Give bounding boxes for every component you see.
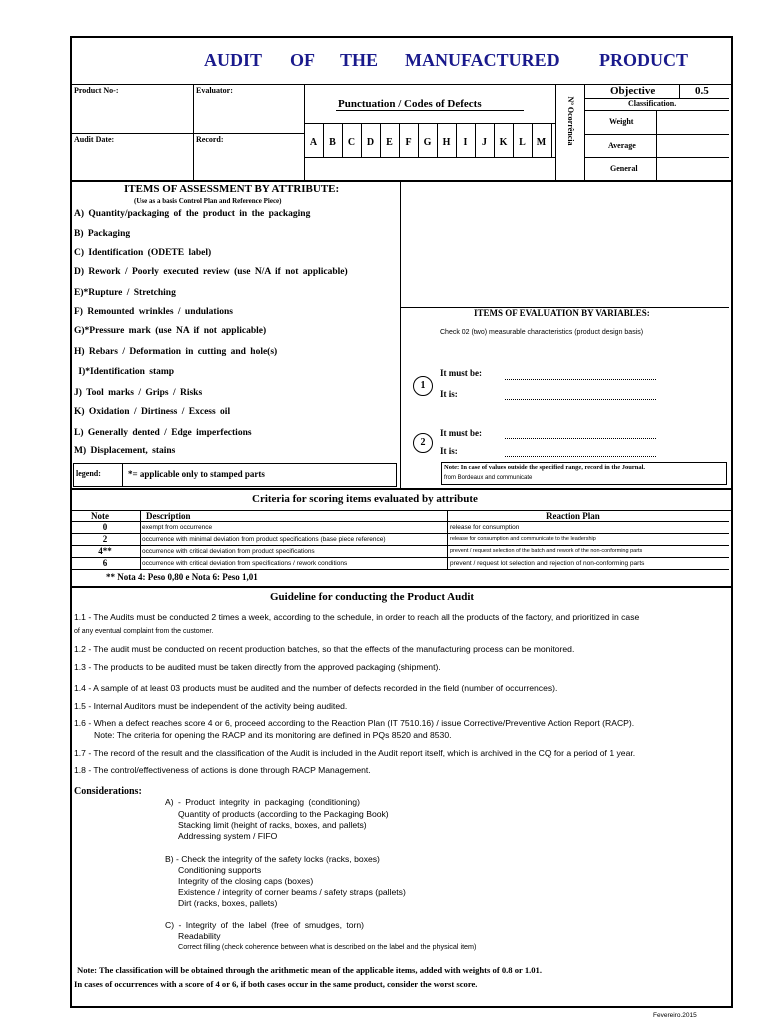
criteria-title: Criteria for scoring items evaluated by attribute xyxy=(252,493,478,505)
evaluator-field[interactable] xyxy=(195,96,303,132)
legend-label: legend: xyxy=(76,469,101,478)
guideline-line: 1.6 - When a defect reaches score 4 or 6, proceed according to the Reaction Plan (IT 7510.16) / issue Corrective/Preventive Action Report (RACP). xyxy=(74,718,635,728)
guideline-line: 1.5 - Internal Auditors must be independent of the activity being audited. xyxy=(74,701,348,711)
occurrence-label: Nº Ocorrência xyxy=(566,96,575,146)
guideline-line: 1.1 - The Audits must be conducted 2 times a week, according to the schedule, in order to reach all the products of the factory, and prioritized in case xyxy=(74,612,640,622)
criteria-reaction: release for consumption xyxy=(450,524,520,531)
code-j: J xyxy=(482,137,487,148)
code-e: E xyxy=(386,137,393,148)
criteria-description: occurrence with minimal deviation from product specifications (base piece reference) xyxy=(142,536,386,543)
footer-date: Fevereiro.2015 xyxy=(653,1012,697,1019)
attribute-item-f: F) Remounted wrinkles / undulations xyxy=(74,307,233,317)
attribute-item-l: L) Generally dented / Edge imperfections xyxy=(74,428,252,438)
criteria-note: 2 xyxy=(102,534,108,544)
objective-value: 0.5 xyxy=(695,85,709,97)
criteria-description: occurrence with critical deviation from product specifications xyxy=(142,548,315,555)
consideration-line: Stacking limit (height of racks, boxes, and pallets) xyxy=(178,820,367,830)
code-d: D xyxy=(366,137,375,148)
guideline-line: Note: The criteria for opening the RACP and its monitoring are defined in PQs 8520 and 8530. xyxy=(94,730,452,740)
guideline-line: 1.2 - The audit must be conducted on recent production batches, so that the effects of the manufacturing process can be monitored. xyxy=(74,644,575,654)
final-note-line-2: In cases of occurrences with a score of 4 or 6, if both cases occur in the same product, consider the worst score. xyxy=(74,979,478,989)
criteria-header-description: Description xyxy=(146,511,191,521)
variable-1-must-be-label: It must be: xyxy=(440,368,482,378)
attribute-item-k: K) Oxidation / Dirtiness / Excess oil xyxy=(74,407,231,417)
criteria-header-reaction: Reaction Plan xyxy=(546,511,600,521)
attributes-title: ITEMS OF ASSESSMENT BY ATTRIBUTE: xyxy=(124,183,340,195)
code-l: L xyxy=(519,137,526,148)
attribute-item-g: G)*Pressure mark (use NA if not applicable) xyxy=(74,326,267,336)
consideration-line: Correct filling (check coherence between what is described on the label and the physical item) xyxy=(178,942,477,951)
product-no-field[interactable] xyxy=(72,96,191,132)
criteria-reaction: prevent / request selection of the batch and rework of the non-conforming parts xyxy=(450,548,643,554)
criteria-description: occurrence with critical deviation from specifications / rework conditions xyxy=(142,560,348,567)
average-label: Average xyxy=(608,141,636,150)
attribute-item-i: I)*Identification stamp xyxy=(74,367,175,377)
punctuation-title: Punctuation / Codes of Defects xyxy=(338,98,482,110)
attribute-item-j: J) Tool marks / Grips / Risks xyxy=(74,388,203,398)
guideline-title: Guideline for conducting the Product Audit xyxy=(270,591,475,603)
criteria-footnote: ** Nota 4: Peso 0,80 e Nota 6: Peso 1,01 xyxy=(106,572,258,582)
attribute-item-h: H) Rebars / Deformation in cutting and hole(s) xyxy=(74,347,278,357)
considerations-title: Considerations: xyxy=(74,786,142,797)
variable-2-it-is-field[interactable] xyxy=(505,456,656,457)
product-no-label: Product No-: xyxy=(74,86,119,95)
variable-2-must-be-field[interactable] xyxy=(505,438,656,439)
guideline-line: 1.8 - The control/effectiveness of actions is done through RACP Management. xyxy=(74,765,371,775)
variable-1-must-be-field[interactable] xyxy=(505,379,656,380)
general-label: General xyxy=(610,164,638,173)
attribute-item-e: E)*Rupture / Stretching xyxy=(74,288,176,298)
audit-date-field[interactable] xyxy=(72,145,191,180)
attribute-item-c: C) Identification (ODETE label) xyxy=(74,248,212,258)
consideration-line: A) - Product integrity in packaging (conditioning) xyxy=(165,797,360,807)
attribute-item-m: M) Displacement, stains xyxy=(74,446,176,456)
audit-date-label: Audit Date: xyxy=(74,135,115,144)
objective-label: Objective xyxy=(610,85,656,97)
guideline-line: 1.3 - The products to be audited must be taken directly from the approved packaging (shipment). xyxy=(74,662,441,672)
consideration-line: Readability xyxy=(178,931,221,941)
variable-2-must-be-label: It must be: xyxy=(440,428,482,438)
record-label: Record: xyxy=(196,135,224,144)
code-a: A xyxy=(309,137,318,148)
variable-1-number: 1 xyxy=(413,376,433,396)
variable-2-number: 2 xyxy=(413,433,433,453)
code-g: G xyxy=(423,137,432,148)
criteria-note: 0 xyxy=(102,522,108,532)
consideration-line: Existence / integrity of corner beams / safety straps (pallets) xyxy=(178,887,406,897)
code-k: K xyxy=(499,137,508,148)
evaluator-label: Evaluator: xyxy=(196,86,233,95)
attributes-subtitle: (Use as a basis Control Plan and Reference Piece) xyxy=(134,197,282,205)
consideration-line: Conditioning supports xyxy=(178,865,262,875)
variables-subtitle: Check 02 (two) measurable characteristics (product design basis) xyxy=(440,329,644,336)
guideline-line: of any eventual complaint from the customer. xyxy=(74,628,214,635)
title-word-5: PRODUCT xyxy=(599,50,688,70)
code-b: B xyxy=(329,137,336,148)
code-m: M xyxy=(536,137,547,148)
variables-note-small: from Bordeaux and communicate xyxy=(444,475,533,481)
consideration-line: B) - Check the integrity of the safety locks (racks, boxes) xyxy=(165,854,380,864)
consideration-line: Addressing system / FIFO xyxy=(178,831,278,841)
criteria-reaction: prevent / request lot selection and rejection of non-conforming parts xyxy=(450,560,645,567)
attribute-item-d: D) Rework / Poorly executed review (use N/A if not applicable) xyxy=(74,267,348,277)
title-word-1: AUDIT xyxy=(204,50,263,70)
title-word-3: THE xyxy=(340,50,379,70)
criteria-note: 6 xyxy=(102,558,108,568)
variable-1-it-is-field[interactable] xyxy=(505,399,656,400)
title-word-4: MANUFACTURED xyxy=(405,50,560,70)
variable-2-it-is-label: It is: xyxy=(440,446,458,456)
criteria-note: 4** xyxy=(98,546,112,556)
classification-label: Classification. xyxy=(628,99,677,108)
variables-title: ITEMS OF EVALUATION BY VARIABLES: xyxy=(474,308,650,318)
weight-label: Weight xyxy=(609,117,634,126)
criteria-reaction: release for consumption and communicate to the leadership xyxy=(450,536,596,542)
consideration-line: C) - Integrity of the label (free of smudges, torn) xyxy=(165,920,365,930)
code-h: H xyxy=(442,137,451,148)
variable-1-it-is-label: It is: xyxy=(440,389,458,399)
criteria-description: exempt from occurrence xyxy=(142,524,213,531)
final-note-line-1: Note: The classification will be obtained through the arithmetic mean of the applicable items, added with weights of 0.8 or 1.01. xyxy=(77,965,543,975)
criteria-header-note: Note xyxy=(91,511,109,521)
code-f: F xyxy=(405,137,412,148)
title-word-2: OF xyxy=(290,50,315,70)
consideration-line: Quantity of products (according to the Packaging Book) xyxy=(178,809,389,819)
code-i: I xyxy=(463,137,468,148)
legend-text: *= applicable only to stamped parts xyxy=(128,469,265,479)
guideline-line: 1.7 - The record of the result and the classification of the Audit is included in the Audit report itself, which is archived in the CQ for a period of 1 year. xyxy=(74,748,636,758)
code-c: C xyxy=(347,137,356,148)
attribute-item-a: A) Quantity/packaging of the product in the packaging xyxy=(74,209,311,219)
variables-note: Note: In case of values outside the specified range, record in the Journal. xyxy=(444,464,646,471)
record-field[interactable] xyxy=(195,145,303,180)
consideration-line: Integrity of the closing caps (boxes) xyxy=(178,876,314,886)
guideline-line: 1.4 - A sample of at least 03 products must be audited and the number of defects recorded in the field (number of occurrences). xyxy=(74,683,558,693)
consideration-line: Dirt (racks, boxes, pallets) xyxy=(178,898,278,908)
attribute-item-b: B) Packaging xyxy=(74,229,131,239)
